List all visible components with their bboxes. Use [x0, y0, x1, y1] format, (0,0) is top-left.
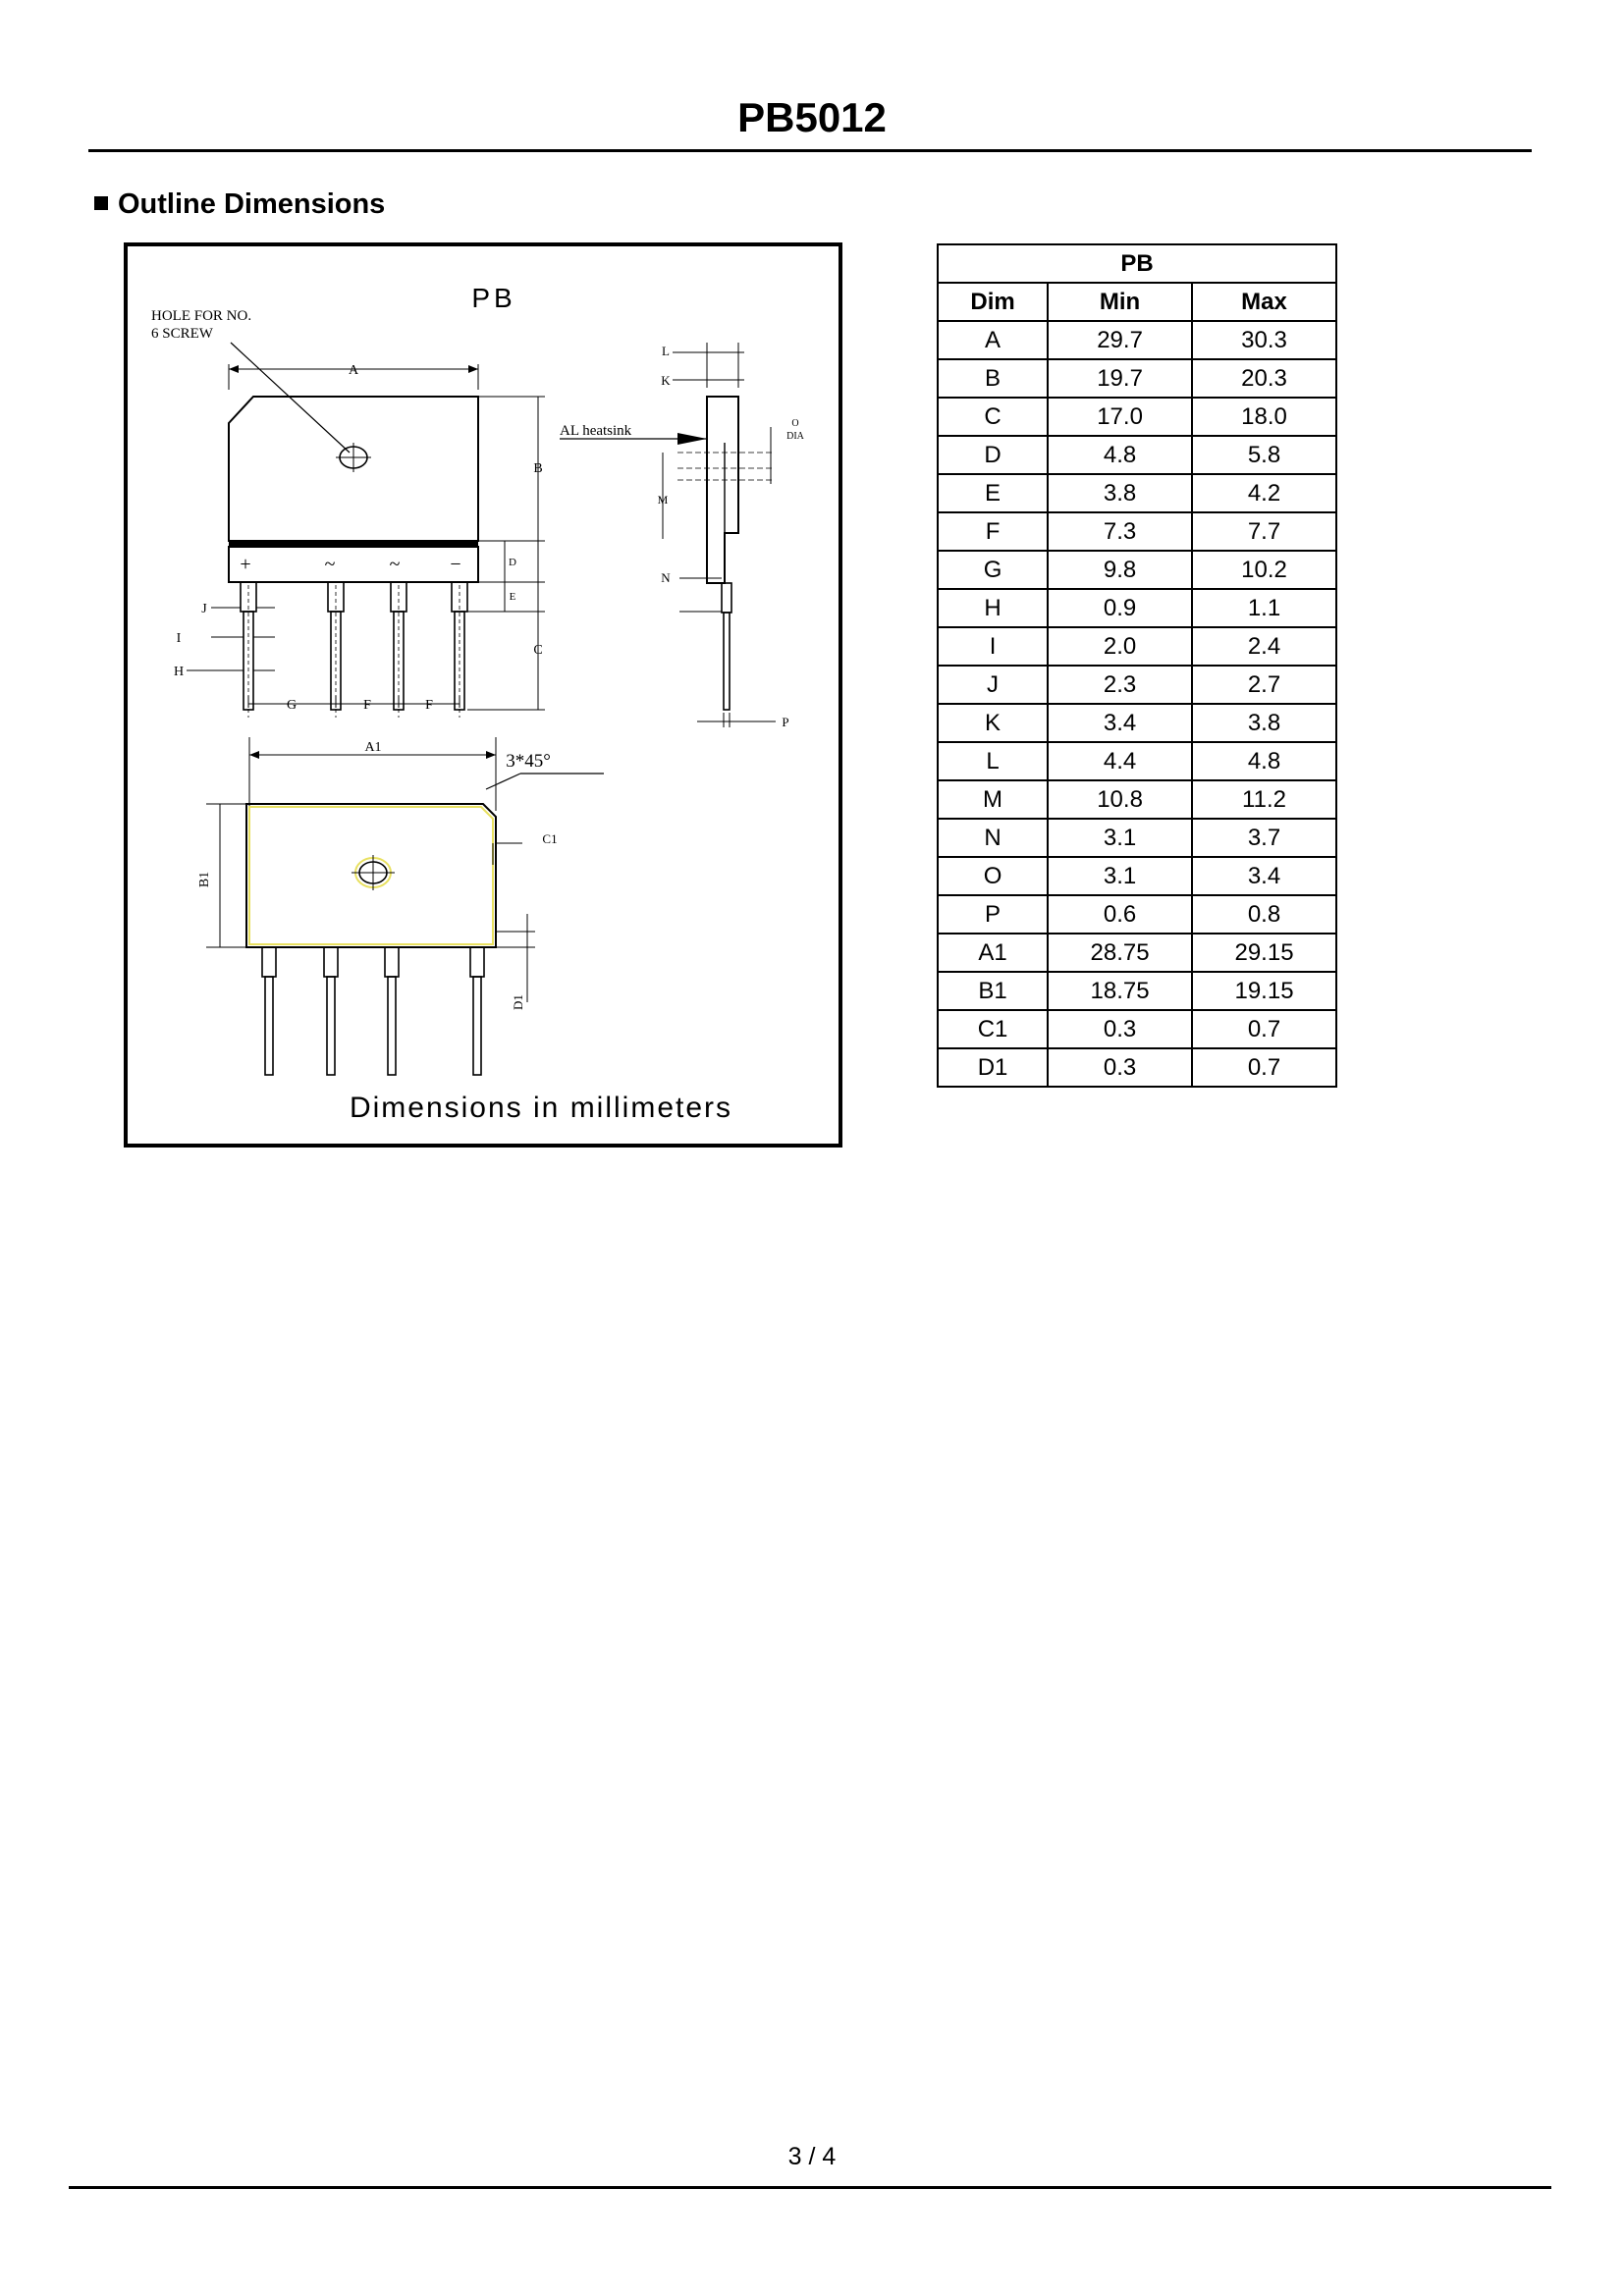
table-row: [938, 321, 1336, 359]
table-group-header: PB: [938, 244, 1336, 283]
max-cell: 29.15: [1192, 934, 1336, 972]
side-view: [560, 343, 805, 729]
section-heading-text: Outline Dimensions: [118, 188, 386, 220]
min-cell: 3.1: [1048, 819, 1192, 857]
min-cell: 7.3: [1048, 512, 1192, 551]
table-row: [938, 589, 1336, 627]
pin-mark-ac1: ~: [324, 554, 336, 575]
max-cell: 19.15: [1192, 972, 1336, 1010]
dim-cell: I: [938, 627, 1048, 666]
dim-label-B1: B1: [197, 871, 212, 888]
max-cell: 30.3: [1192, 321, 1336, 359]
min-cell: 29.7: [1048, 321, 1192, 359]
pin-mark-minus: −: [450, 554, 461, 575]
table-row: [938, 1048, 1336, 1087]
table-row: [938, 551, 1336, 589]
dim-label-C1: C1: [542, 831, 558, 846]
dim-cell: A: [938, 321, 1048, 359]
max-cell: 11.2: [1192, 780, 1336, 819]
min-cell: 3.4: [1048, 704, 1192, 742]
dim-label-E: E: [509, 591, 516, 603]
outline-drawing-svg: [128, 246, 839, 1144]
dim-label-M: M: [657, 493, 669, 507]
min-cell: 2.3: [1048, 666, 1192, 704]
max-cell: 4.8: [1192, 742, 1336, 780]
col-header-dim: Dim: [938, 283, 1048, 321]
max-cell: 4.2: [1192, 474, 1336, 512]
col-header-max: Max: [1192, 283, 1336, 321]
dim-label-B: B: [533, 461, 543, 476]
table-row: [938, 780, 1336, 819]
table-row: [938, 742, 1336, 780]
table-row: [938, 819, 1336, 857]
max-cell: 3.8: [1192, 704, 1336, 742]
min-cell: 4.8: [1048, 436, 1192, 474]
dia-label-bottom: DIA: [786, 431, 804, 442]
pin-mark-ac2: ~: [389, 554, 401, 575]
dim-cell: B: [938, 359, 1048, 398]
min-cell: 0.9: [1048, 589, 1192, 627]
dim-cell: D1: [938, 1048, 1048, 1087]
dim-cell: A1: [938, 934, 1048, 972]
dim-cell: G: [938, 551, 1048, 589]
max-cell: 0.7: [1192, 1048, 1336, 1087]
min-cell: 3.1: [1048, 857, 1192, 895]
section-heading: [94, 188, 385, 221]
square-bullet-icon: [94, 196, 108, 210]
max-cell: 1.1: [1192, 589, 1336, 627]
max-cell: 5.8: [1192, 436, 1336, 474]
pin-mark-plus: +: [240, 554, 251, 575]
dim-label-L: L: [662, 344, 670, 358]
table-row: [938, 895, 1336, 934]
table-row: [938, 627, 1336, 666]
outline-drawing: [124, 242, 842, 1148]
dim-cell: K: [938, 704, 1048, 742]
package-label: PB: [471, 283, 516, 313]
dim-cell: L: [938, 742, 1048, 780]
table-row: [938, 934, 1336, 972]
dim-cell: M: [938, 780, 1048, 819]
hole-note-line1: HOLE FOR NO.: [151, 308, 252, 324]
min-cell: 19.7: [1048, 359, 1192, 398]
dim-label-F2: F: [425, 698, 433, 713]
max-cell: 3.7: [1192, 819, 1336, 857]
dim-label-F1: F: [363, 698, 371, 713]
max-cell: 0.8: [1192, 895, 1336, 934]
table-row: [938, 972, 1336, 1010]
dimension-table: [937, 243, 1337, 1088]
max-cell: 2.7: [1192, 666, 1336, 704]
dim-cell: C1: [938, 1010, 1048, 1048]
max-cell: 18.0: [1192, 398, 1336, 436]
table-row: [938, 666, 1336, 704]
min-cell: 17.0: [1048, 398, 1192, 436]
table-row: [938, 857, 1336, 895]
dim-label-D1: D1: [511, 994, 525, 1010]
dim-cell: N: [938, 819, 1048, 857]
table-row: [938, 704, 1336, 742]
heatsink-label: AL heatsink: [560, 423, 632, 439]
page-title: PB5012: [737, 94, 887, 140]
table-row: [938, 474, 1336, 512]
dim-cell: F: [938, 512, 1048, 551]
min-cell: 2.0: [1048, 627, 1192, 666]
front-view: [174, 363, 545, 718]
chamfer-label: 3*45°: [506, 751, 551, 772]
min-cell: 4.4: [1048, 742, 1192, 780]
dim-label-I: I: [176, 631, 182, 646]
dim-label-C: C: [533, 643, 543, 658]
min-cell: 0.3: [1048, 1048, 1192, 1087]
table-row: [938, 359, 1336, 398]
dim-label-K: K: [661, 373, 671, 388]
drawing-caption: Dimensions in millimeters: [349, 1092, 733, 1124]
min-cell: 3.8: [1048, 474, 1192, 512]
dim-label-G: G: [286, 698, 298, 713]
max-cell: 10.2: [1192, 551, 1336, 589]
dim-cell: P: [938, 895, 1048, 934]
col-header-min: Min: [1048, 283, 1192, 321]
dim-cell: O: [938, 857, 1048, 895]
max-cell: 7.7: [1192, 512, 1336, 551]
bottom-view: [197, 737, 604, 1075]
table-column-header-row: [938, 283, 1336, 321]
dim-label-H: H: [173, 665, 185, 679]
title-rule: [88, 149, 1532, 152]
table-row: [938, 1010, 1336, 1048]
dim-label-J: J: [201, 602, 207, 616]
table-row: [938, 512, 1336, 551]
dim-cell: H: [938, 589, 1048, 627]
dim-cell: B1: [938, 972, 1048, 1010]
dim-label-D: D: [509, 557, 516, 568]
min-cell: 10.8: [1048, 780, 1192, 819]
dim-cell: E: [938, 474, 1048, 512]
dia-label-top: O: [791, 418, 799, 429]
page-number: 3 / 4: [787, 2143, 837, 2170]
table-group-header-row: [938, 244, 1336, 283]
min-cell: 0.6: [1048, 895, 1192, 934]
dim-label-N: N: [661, 570, 671, 585]
dim-cell: J: [938, 666, 1048, 704]
max-cell: 3.4: [1192, 857, 1336, 895]
dim-cell: D: [938, 436, 1048, 474]
min-cell: 18.75: [1048, 972, 1192, 1010]
min-cell: 9.8: [1048, 551, 1192, 589]
dim-label-P: P: [782, 715, 789, 729]
max-cell: 2.4: [1192, 627, 1336, 666]
table-row: [938, 398, 1336, 436]
dim-label-A: A: [348, 363, 359, 378]
footer-rule: [69, 2186, 1551, 2189]
min-cell: 28.75: [1048, 934, 1192, 972]
min-cell: 0.3: [1048, 1010, 1192, 1048]
dim-label-A1: A1: [364, 740, 382, 755]
dim-cell: C: [938, 398, 1048, 436]
max-cell: 20.3: [1192, 359, 1336, 398]
max-cell: 0.7: [1192, 1010, 1336, 1048]
hole-note-line2: 6 SCREW: [151, 326, 213, 342]
table-row: [938, 436, 1336, 474]
